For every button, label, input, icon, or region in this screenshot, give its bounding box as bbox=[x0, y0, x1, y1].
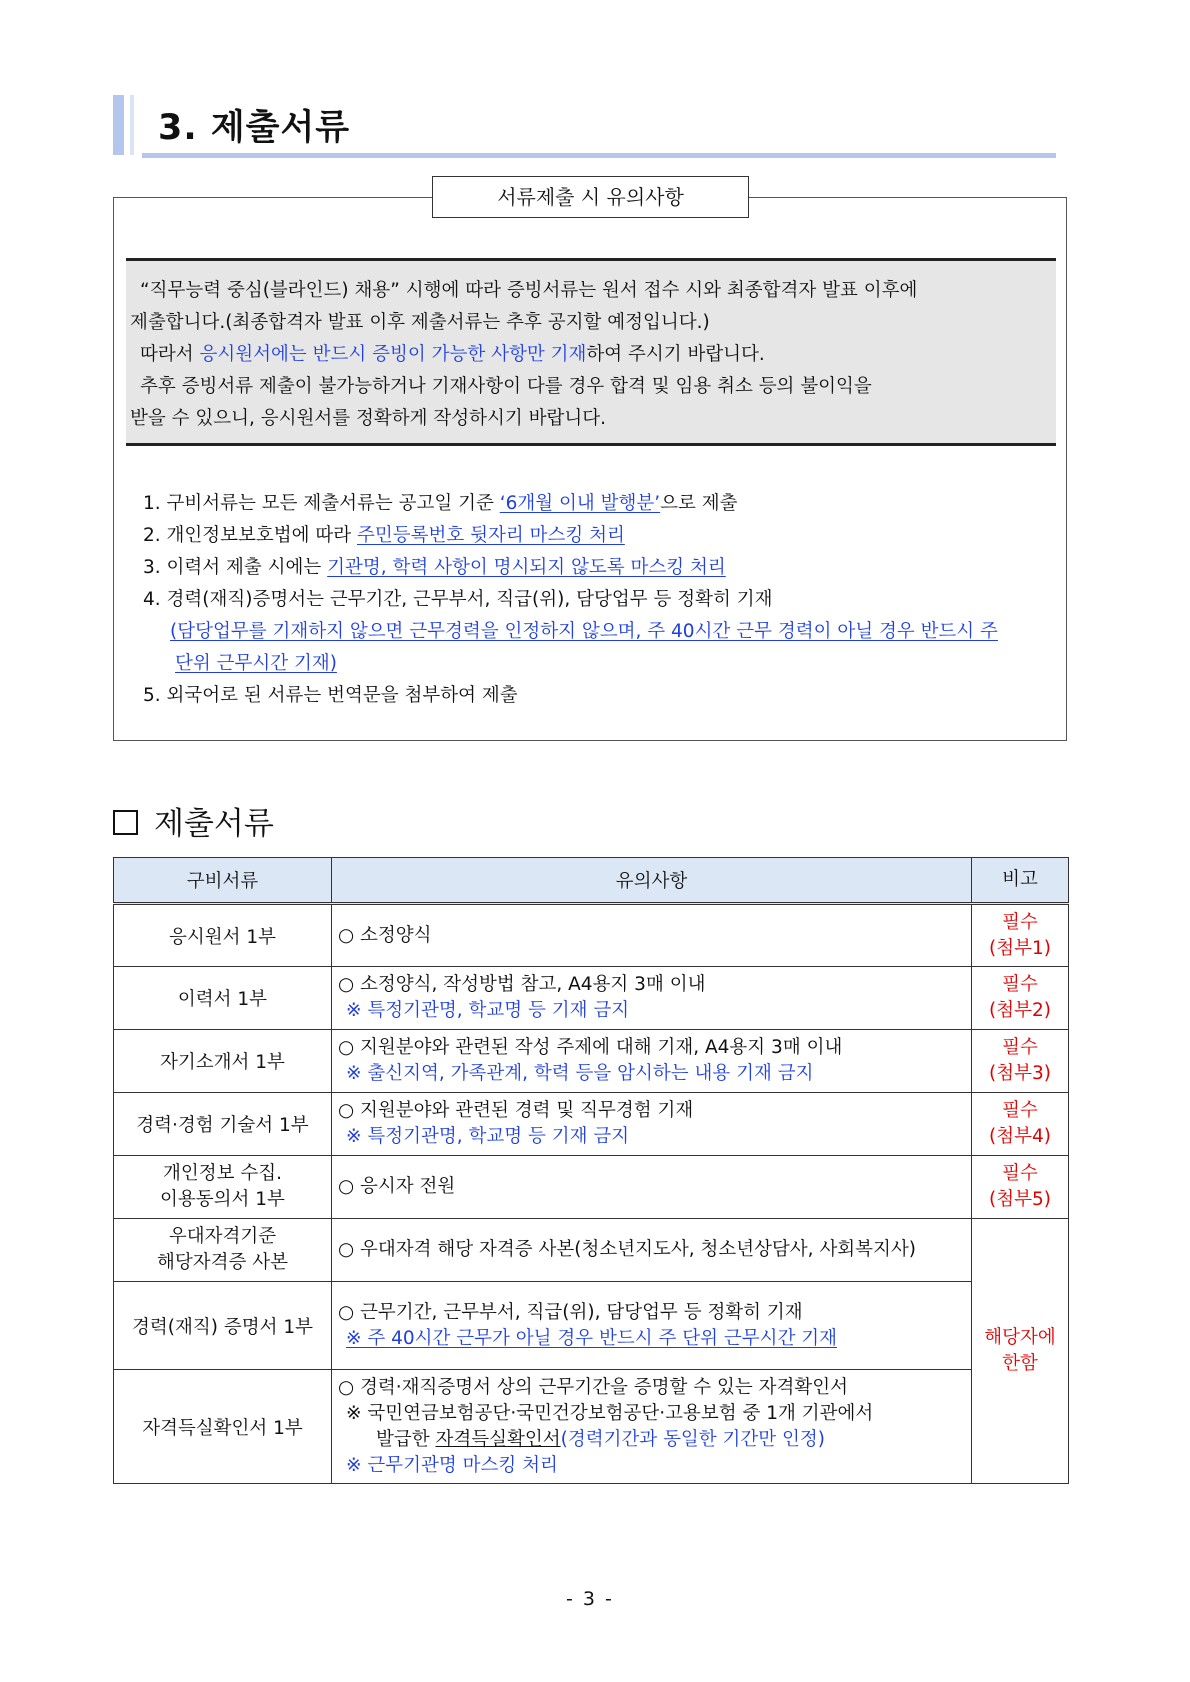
remark-attachment: (첨부5) bbox=[989, 1189, 1051, 1210]
remark-attachment: (첨부3) bbox=[989, 1063, 1051, 1084]
remark-required: 필수 bbox=[1002, 911, 1038, 933]
documents-table bbox=[113, 857, 1069, 1484]
doc-note bbox=[332, 1370, 972, 1484]
doc-name: 이력서 1부 bbox=[114, 967, 332, 1030]
header-documents: 구비서류 bbox=[114, 858, 332, 904]
doc-note-sub-2-pre: 발급한 bbox=[376, 1428, 436, 1450]
section-title: 3. 제출서류 bbox=[158, 108, 351, 148]
doc-note-main: ○ 지원분야와 관련된 경력 및 직무경험 기재 bbox=[338, 1100, 694, 1121]
doc-remark bbox=[972, 904, 1069, 967]
doc-name: 경력·경험 기술서 1부 bbox=[114, 1093, 332, 1156]
rule-1-text: 1. 구비서류는 모든 제출서류는 공고일 기준 bbox=[143, 493, 500, 514]
remark-attachment: (첨부2) bbox=[989, 1000, 1051, 1021]
notice-line-3 bbox=[130, 339, 1048, 371]
doc-remark bbox=[972, 1030, 1069, 1093]
doc-name: 자기소개서 1부 bbox=[114, 1030, 332, 1093]
rule-3 bbox=[143, 552, 998, 584]
doc-name-line-2: 이용동의서 1부 bbox=[160, 1189, 285, 1210]
table-row bbox=[114, 1370, 1069, 1484]
shared-remark-line-1: 해당자에 bbox=[984, 1327, 1056, 1348]
doc-name: 자격득실확인서 1부 bbox=[114, 1370, 332, 1484]
notice-line-3-post: 하여 주시기 바랍니다. bbox=[586, 344, 765, 365]
doc-name bbox=[114, 1156, 332, 1219]
rule-4-note-2: 단위 근무시간 기재) bbox=[175, 653, 337, 674]
docs-heading-text: 제출서류 bbox=[154, 806, 274, 842]
remark-attachment: (첨부4) bbox=[989, 1126, 1051, 1147]
heading-accent-bar bbox=[113, 95, 124, 155]
notice-line-2: 제출합니다.(최종합격자 발표 이후 제출서류는 추후 공지할 예정입니다.) bbox=[130, 312, 710, 333]
doc-note-main: ○ 근무기간, 근무부서, 직급(위), 담당업무 등 정확히 기재 bbox=[338, 1301, 803, 1323]
doc-name-line-1: 개인정보 수집. bbox=[163, 1163, 282, 1184]
doc-note-warning: ※ 근무기관명 마스킹 처리 bbox=[346, 1454, 558, 1476]
notice-label: 서류제출 시 유의사항 bbox=[432, 176, 749, 218]
header-remarks: 비고 bbox=[972, 858, 1069, 904]
rule-3-emphasis: 기관명, 학력 사항이 명시되지 않도록 마스킹 처리 bbox=[327, 557, 726, 578]
doc-note-sub-2-underlined: 자격득실확인서 bbox=[435, 1428, 561, 1450]
rule-4: 4. 경력(재직)증명서는 근무기간, 근무부서, 직급(위), 담당업무 등 정확히 기재 bbox=[143, 589, 773, 610]
doc-note-warning: ※ 특정기관명, 학교명 등 기재 금지 bbox=[346, 1000, 630, 1021]
table-header-row bbox=[114, 858, 1069, 904]
table-row bbox=[114, 904, 1069, 967]
doc-name-line-2: 해당자격증 사본 bbox=[157, 1252, 288, 1273]
doc-note-sub-2-blue: (경력기간과 동일한 기간만 인정) bbox=[560, 1428, 826, 1450]
notice-line-5: 받을 수 있으니, 응시원서를 정확하게 작성하시기 바랍니다. bbox=[130, 408, 606, 429]
doc-note: ○ 응시자 전원 bbox=[332, 1156, 972, 1219]
shared-remark-line-2: 한함 bbox=[1002, 1353, 1038, 1374]
notice-line-4: 추후 증빙서류 제출이 불가능하거나 기재사항이 다를 경우 합격 및 임용 취소 등의 불이익을 bbox=[140, 376, 872, 397]
doc-note-sub: ※ 국민연금보험공단·국민건강보험공단·고용보험 중 1개 기관에서 bbox=[346, 1402, 874, 1424]
rule-1-tail: 으로 제출 bbox=[660, 493, 738, 514]
remark-required: 필수 bbox=[1002, 1100, 1038, 1121]
doc-remark bbox=[972, 1156, 1069, 1219]
table-row bbox=[114, 967, 1069, 1030]
doc-remark bbox=[972, 1093, 1069, 1156]
rule-1-emphasis: ‘6개월 이내 발행분’ bbox=[499, 493, 661, 514]
doc-note bbox=[332, 967, 972, 1030]
doc-note bbox=[332, 1030, 972, 1093]
doc-note: ○ 우대자격 해당 자격증 사본(청소년지도사, 청소년상담사, 사회복지사) bbox=[332, 1219, 972, 1282]
heading-accent-bar-light bbox=[130, 95, 134, 155]
doc-note bbox=[332, 1282, 972, 1370]
doc-name bbox=[114, 1219, 332, 1282]
heading-underline bbox=[142, 153, 1056, 158]
table-row bbox=[114, 1030, 1069, 1093]
remark-required: 필수 bbox=[1002, 974, 1038, 995]
doc-note-main: ○ 소정양식, 작성방법 참고, A4용지 3매 이내 bbox=[338, 974, 706, 995]
doc-remark bbox=[972, 967, 1069, 1030]
rule-1 bbox=[143, 488, 998, 520]
doc-note-main: ○ 경력·재직증명서 상의 근무기간을 증명할 수 있는 자격확인서 bbox=[338, 1376, 848, 1398]
rule-3-text: 3. 이력서 제출 시에는 bbox=[143, 557, 328, 578]
doc-note-warning: ※ 특정기관명, 학교명 등 기재 금지 bbox=[346, 1126, 630, 1147]
doc-note-warning: ※ 출신지역, 가족관계, 학력 등을 암시하는 내용 기재 금지 bbox=[346, 1063, 814, 1084]
remark-required: 필수 bbox=[1002, 1163, 1038, 1184]
rule-4-note-1: (담당업무를 기재하지 않으면 근무경력을 인정하지 않으며, 주 40시간 근무 경력이 아닐 경우 반드시 주 bbox=[170, 621, 998, 642]
notice-line-3-pre: 따라서 bbox=[140, 344, 200, 365]
page-number: - 3 - bbox=[566, 1588, 614, 1610]
rule-2-text: 2. 개인정보보호법에 따라 bbox=[143, 525, 358, 546]
notice-shaded-panel bbox=[126, 258, 1056, 446]
doc-note: ○ 소정양식 bbox=[332, 904, 972, 967]
rule-2 bbox=[143, 520, 998, 552]
table-row bbox=[114, 1093, 1069, 1156]
remark-attachment: (첨부1) bbox=[989, 937, 1051, 959]
table-row bbox=[114, 1219, 1069, 1282]
doc-note-warning: ※ 주 40시간 근무가 아닐 경우 반드시 주 단위 근무시간 기재 bbox=[346, 1327, 838, 1349]
doc-name: 응시원서 1부 bbox=[114, 904, 332, 967]
remark-required: 필수 bbox=[1002, 1037, 1038, 1058]
doc-note-main: ○ 지원분야와 관련된 작성 주제에 대해 기재, A4용지 3매 이내 bbox=[338, 1037, 843, 1058]
header-notes: 유의사항 bbox=[332, 858, 972, 904]
notice-line-1: “직무능력 중심(블라인드) 채용” 시행에 따라 증빙서류는 원서 접수 시와 최종합격자 발표 이후에 bbox=[140, 280, 918, 301]
rule-2-emphasis: 주민등록번호 뒷자리 마스킹 처리 bbox=[357, 525, 625, 546]
square-bullet-icon bbox=[113, 810, 138, 835]
doc-note-sub-2 bbox=[338, 1427, 970, 1453]
table-row bbox=[114, 1282, 1069, 1370]
docs-heading bbox=[113, 798, 274, 843]
doc-name-line-1: 우대자격기준 bbox=[168, 1226, 277, 1247]
rule-5: 5. 외국어로 된 서류는 번역문을 첨부하여 제출 bbox=[143, 685, 518, 706]
notice-emphasis: 응시원서에는 반드시 증빙이 가능한 사항만 기재 bbox=[199, 344, 587, 365]
shared-remark bbox=[972, 1219, 1069, 1484]
doc-name: 경력(재직) 증명서 1부 bbox=[114, 1282, 332, 1370]
doc-note bbox=[332, 1093, 972, 1156]
table-row bbox=[114, 1156, 1069, 1219]
rules-list bbox=[143, 488, 998, 712]
